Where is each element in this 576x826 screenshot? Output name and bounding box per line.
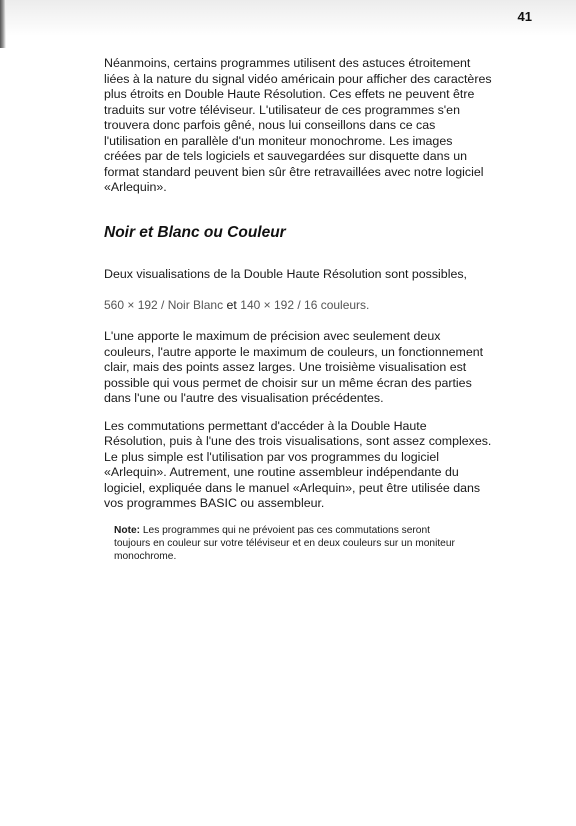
conjunction-et: et bbox=[223, 298, 241, 312]
page-number: 41 bbox=[517, 9, 532, 24]
page-edge bbox=[0, 0, 6, 48]
note-label: Note: bbox=[114, 524, 141, 536]
resolution-bw: 560 × 192 / Noir Blanc bbox=[104, 298, 224, 312]
note-block bbox=[104, 524, 534, 563]
top-shade bbox=[0, 0, 576, 36]
page-content bbox=[104, 56, 534, 563]
paragraph-commutations: Les commutations permettant d'accéder à la Double Haute Résolution, puis à l'une des trois visualisations, sont assez complexes. Le plus simple est l'utilisation par vos programmes du logiciel «Arlequin». Autrement, une routine assembleur indépendante du logiciel, expliquée dans le manuel «Arlequin», peut être utilisée dans vos programmes BASIC ou assembleur. bbox=[104, 418, 492, 510]
paragraph-gap bbox=[104, 407, 534, 419]
note-text: Les programmes qui ne prévoient pas ces commutations seront toujours en couleur sur votre téléviseur et en deux couleurs sur un moniteur monochrome. bbox=[114, 524, 455, 562]
paragraph-visualisations-line1: Deux visualisations de la Double Haute Résolution sont possibles, bbox=[104, 267, 467, 281]
resolution-color: 140 × 192 / 16 couleurs. bbox=[240, 298, 370, 312]
paragraph-intro: Néanmoins, certains programmes utilisent des astuces étroitement liées à la nature du signal vidéo américain pour afficher des caractères plus étroits en Double Haute Résolution. Ces effets ne peuvent être traduits sur votre téléviseur. L'utilisateur de ces programmes s'en trouvera donc parfois gêné, nous lui conseillons dans ce cas l'utilisation en parallèle d'un moniteur monochrome. Les images créées par de tels logiciels et sauvegardées sur disquette dans un format standard peuvent bien sûr être retravaillées avec notre logiciel «Arlequin». bbox=[104, 56, 492, 194]
paragraph-visualisations-rest: L'une apporte le maximum de précision avec seulement deux couleurs, l'autre apporte le maximum de couleurs, un fonctionnement clair, mais des points assez larges. Une troisième visualisation est possible qui vous permet de choisir sur un même écran des parties dans l'une ou l'autre des visualisation précédentes. bbox=[104, 329, 484, 405]
paragraph-visualisations bbox=[104, 252, 534, 407]
section-title: Noir et Blanc ou Couleur bbox=[104, 223, 286, 241]
